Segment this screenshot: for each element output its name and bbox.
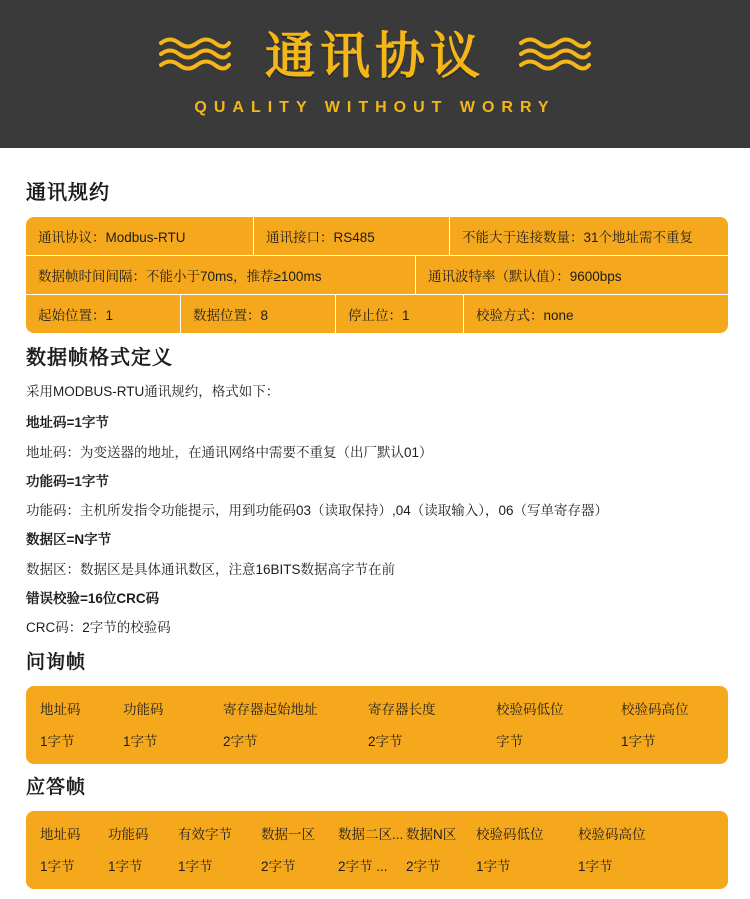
spec-cell-stop-bit: 停止位：1 <box>336 295 464 333</box>
spec-cell-data-bit: 数据位置：8 <box>181 295 336 333</box>
table-row <box>26 730 728 750</box>
query-header-reg-length: 寄存器长度 <box>368 702 436 718</box>
answer-header-crc-low: 校验码低位 <box>476 827 544 843</box>
query-header-crc-low: 校验码低位 <box>496 702 564 718</box>
definition-term-crc: 错误校验=16位CRC码 <box>26 590 160 606</box>
query-header-reg-start: 寄存器起始地址 <box>223 702 318 718</box>
page-banner <box>0 0 750 148</box>
spec-cell-frame-interval: 数据帧时间间隔：不能小于70ms，推荐≥100ms <box>26 256 416 294</box>
answer-header-data2: 数据二区... <box>338 827 404 843</box>
query-frame-table <box>26 686 728 764</box>
answer-frame-table <box>26 811 728 889</box>
answer-value-address: 1字节 <box>40 859 75 875</box>
spec-cell-protocol: 通讯协议：Modbus-RTU <box>26 217 254 255</box>
definition-desc-data: 数据区：数据区是具体通讯数区，注意16BITS数据高字节在前 <box>26 561 396 577</box>
protocol-spec-table <box>26 217 728 333</box>
spec-cell-start-bit: 起始位置：1 <box>26 295 181 333</box>
answer-value-data2: 2字节 ... <box>338 859 388 875</box>
section-title-protocol: 通讯规约 <box>26 182 110 204</box>
query-value-reg-start: 2字节 <box>223 734 258 750</box>
banner-subtitle: QUALITY WITHOUT WORRY <box>194 99 556 116</box>
answer-header-data1: 数据一区 <box>261 827 315 843</box>
answer-value-data1: 2字节 <box>261 859 296 875</box>
definition-intro: 采用MODBUS-RTU通讯规约，格式如下： <box>26 384 280 399</box>
definition-term-address: 地址码=1字节 <box>26 415 109 431</box>
section-title-frame-definition: 数据帧格式定义 <box>26 347 173 369</box>
query-header-function: 功能码 <box>123 702 164 718</box>
spec-cell-connections: 不能大于连接数量：31个地址需不重复 <box>462 230 694 245</box>
table-header-row <box>26 823 728 843</box>
definition-term-data: 数据区=N字节 <box>26 532 112 548</box>
spec-cell-interface: 通讯接口：RS485 <box>254 217 450 255</box>
spec-cell-baudrate: 通讯波特率（默认值）：9600bps <box>428 269 622 284</box>
table-row <box>26 256 728 295</box>
wave-lines-icon-right <box>519 35 591 78</box>
section-title-query-frame: 问询帧 <box>26 652 87 674</box>
answer-header-crc-high: 校验码高位 <box>578 827 646 843</box>
table-header-row <box>26 698 728 718</box>
spec-cell-parity: 校验方式：none <box>476 308 574 323</box>
answer-value-datan: 2字节 <box>406 859 441 875</box>
page-title: 通讯协议 <box>265 28 485 84</box>
definition-desc-crc: CRC码：2字节的校验码 <box>26 620 171 635</box>
table-row <box>26 217 728 256</box>
content-area <box>0 148 750 899</box>
definition-desc-address: 地址码：为变送器的地址，在通讯网络中需要不重复（出厂默认01） <box>26 444 433 460</box>
table-row <box>26 295 728 333</box>
answer-header-address: 地址码 <box>40 827 81 843</box>
answer-value-function: 1字节 <box>108 859 143 875</box>
answer-value-valid-bytes: 1字节 <box>178 859 213 875</box>
query-value-crc-high: 1字节 <box>621 734 656 750</box>
answer-value-crc-low: 1字节 <box>476 859 511 875</box>
query-value-crc-low: 字节 <box>496 734 523 750</box>
definition-desc-function: 功能码：主机所发指令功能提示，用到功能码03（读取保持）,04（读取输入），06（写单寄存器） <box>26 503 609 518</box>
wave-lines-icon <box>159 35 231 78</box>
table-row <box>26 855 728 875</box>
definition-list <box>26 382 728 638</box>
query-value-function: 1字节 <box>123 734 158 750</box>
answer-header-datan: 数据N区 <box>406 827 457 843</box>
banner-inner <box>159 28 591 84</box>
query-header-address: 地址码 <box>40 702 81 718</box>
answer-value-crc-high: 1字节 <box>578 859 613 875</box>
section-title-answer-frame: 应答帧 <box>26 777 87 799</box>
definition-term-function: 功能码=1字节 <box>26 473 109 489</box>
query-value-reg-length: 2字节 <box>368 734 403 750</box>
answer-header-valid-bytes: 有效字节 <box>178 827 232 843</box>
query-header-crc-high: 校验码高位 <box>621 702 689 718</box>
query-value-address: 1字节 <box>40 734 75 750</box>
answer-header-function: 功能码 <box>108 827 149 843</box>
